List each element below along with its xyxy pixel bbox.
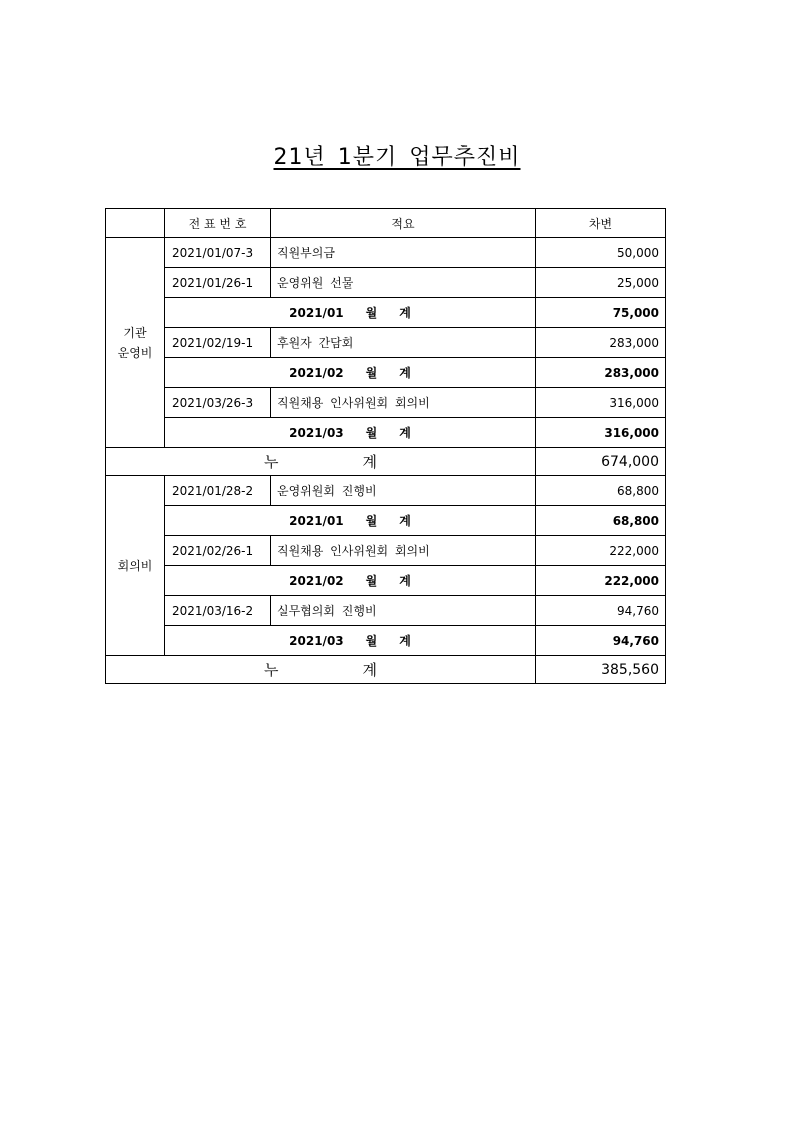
total-label-left: 누 xyxy=(264,661,279,679)
cumulative-total-amount: 674,000 xyxy=(536,448,666,476)
subtotal-amount: 94,760 xyxy=(536,626,666,656)
monthly-subtotal-label xyxy=(165,358,536,388)
monthly-subtotal-row xyxy=(106,418,666,448)
subtotal-amount: 222,000 xyxy=(536,566,666,596)
header-category xyxy=(106,209,165,238)
subtotal-month: 월 xyxy=(365,634,378,648)
subtotal-month: 월 xyxy=(365,306,378,320)
category-cell xyxy=(106,238,165,448)
description: 직원부의금 xyxy=(271,238,536,268)
total-label-right: 계 xyxy=(362,453,377,471)
table-row xyxy=(106,536,666,566)
subtotal-amount: 68,800 xyxy=(536,506,666,536)
document-title-wrap xyxy=(0,140,794,171)
total-label-right: 계 xyxy=(362,661,377,679)
monthly-subtotal-row xyxy=(106,566,666,596)
monthly-subtotal-label xyxy=(165,626,536,656)
monthly-subtotal-label xyxy=(165,566,536,596)
monthly-subtotal-row xyxy=(106,626,666,656)
category-label-line2: 운영비 xyxy=(117,345,153,360)
subtotal-sum: 계 xyxy=(399,306,411,320)
subtotal-month: 월 xyxy=(365,514,378,528)
description: 실무협의회 진행비 xyxy=(271,596,536,626)
voucher-number: 2021/01/28-2 xyxy=(165,476,271,506)
cumulative-total-row xyxy=(106,448,666,476)
cumulative-total-amount: 385,560 xyxy=(536,656,666,684)
cumulative-total-row xyxy=(106,656,666,684)
subtotal-period: 2021/02 xyxy=(289,366,344,380)
description: 직원채용 인사위원회 회의비 xyxy=(271,388,536,418)
table-row xyxy=(106,328,666,358)
monthly-subtotal-row xyxy=(106,358,666,388)
subtotal-period: 2021/01 xyxy=(289,514,344,528)
subtotal-sum: 계 xyxy=(399,634,411,648)
subtotal-sum: 계 xyxy=(399,514,411,528)
amount: 222,000 xyxy=(536,536,666,566)
subtotal-sum: 계 xyxy=(399,574,411,588)
category-cell xyxy=(106,476,165,656)
subtotal-period: 2021/03 xyxy=(289,634,344,648)
monthly-subtotal-label xyxy=(165,418,536,448)
amount: 94,760 xyxy=(536,596,666,626)
monthly-subtotal-row xyxy=(106,298,666,328)
subtotal-period: 2021/03 xyxy=(289,426,344,440)
table-row xyxy=(106,596,666,626)
voucher-number: 2021/01/26-1 xyxy=(165,268,271,298)
monthly-subtotal-label xyxy=(165,506,536,536)
table-row xyxy=(106,388,666,418)
voucher-number: 2021/02/19-1 xyxy=(165,328,271,358)
monthly-subtotal-row xyxy=(106,506,666,536)
cumulative-total-label xyxy=(106,448,536,476)
category-label-line1: 기관 xyxy=(123,325,147,340)
voucher-number: 2021/03/16-2 xyxy=(165,596,271,626)
header-debit: 차변 xyxy=(536,209,666,238)
header-description: 적요 xyxy=(271,209,536,238)
amount: 68,800 xyxy=(536,476,666,506)
amount: 50,000 xyxy=(536,238,666,268)
subtotal-sum: 계 xyxy=(399,426,411,440)
table-header-row xyxy=(106,209,666,238)
description: 운영위원 선물 xyxy=(271,268,536,298)
subtotal-sum: 계 xyxy=(399,366,411,380)
subtotal-month: 월 xyxy=(365,574,378,588)
amount: 316,000 xyxy=(536,388,666,418)
amount: 283,000 xyxy=(536,328,666,358)
voucher-number: 2021/02/26-1 xyxy=(165,536,271,566)
subtotal-month: 월 xyxy=(365,366,378,380)
total-label-left: 누 xyxy=(264,453,279,471)
description: 운영위원회 진행비 xyxy=(271,476,536,506)
expense-ledger-table xyxy=(105,208,666,684)
category-label-line1: 회의비 xyxy=(117,558,153,573)
subtotal-month: 월 xyxy=(365,426,378,440)
monthly-subtotal-label xyxy=(165,298,536,328)
voucher-number: 2021/03/26-3 xyxy=(165,388,271,418)
description: 후원자 간담회 xyxy=(271,328,536,358)
table-row xyxy=(106,476,666,506)
subtotal-amount: 283,000 xyxy=(536,358,666,388)
subtotal-amount: 75,000 xyxy=(536,298,666,328)
subtotal-amount: 316,000 xyxy=(536,418,666,448)
document-title: 21년 1분기 업무추진비 xyxy=(273,145,521,170)
description: 직원채용 인사위원회 회의비 xyxy=(271,536,536,566)
subtotal-period: 2021/01 xyxy=(289,306,344,320)
header-voucher-number: 전 표 번 호 xyxy=(165,209,271,238)
table-row xyxy=(106,238,666,268)
cumulative-total-label xyxy=(106,656,536,684)
table-row xyxy=(106,268,666,298)
voucher-number: 2021/01/07-3 xyxy=(165,238,271,268)
subtotal-period: 2021/02 xyxy=(289,574,344,588)
amount: 25,000 xyxy=(536,268,666,298)
